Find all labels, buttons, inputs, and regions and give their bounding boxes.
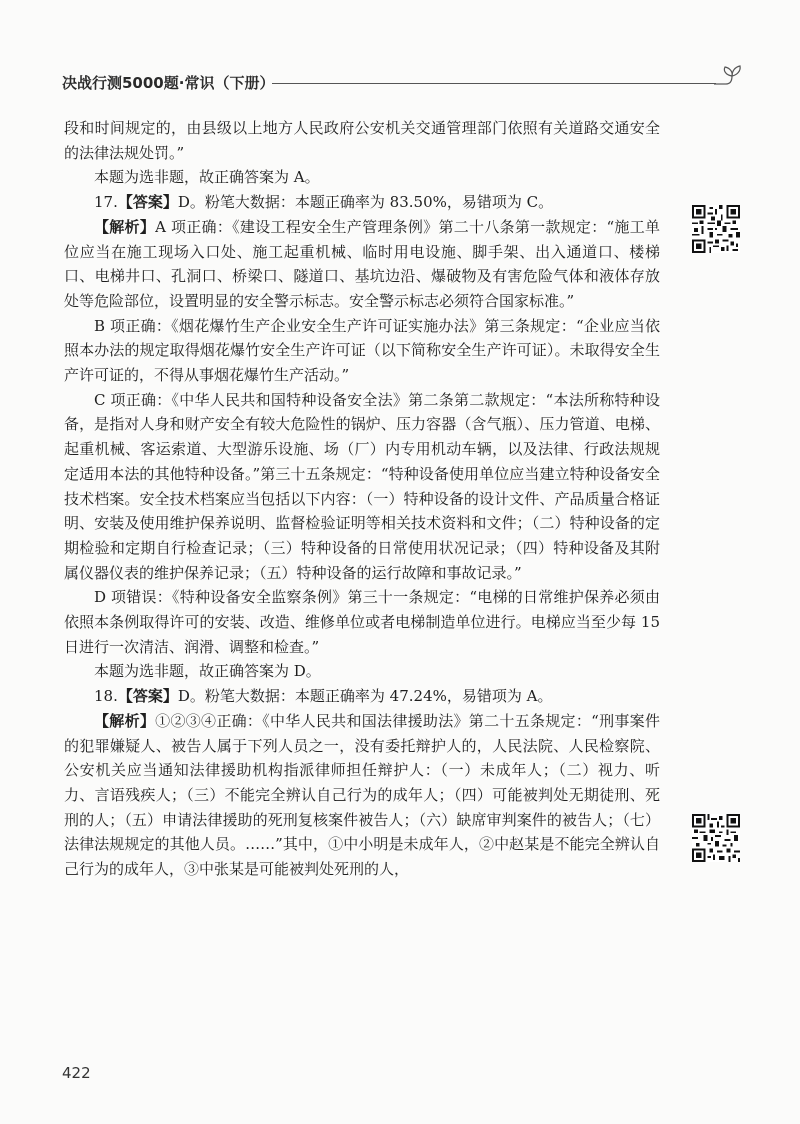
page-body xyxy=(64,116,660,882)
qr-code-icon[interactable] xyxy=(692,205,740,253)
q17-number: 17. xyxy=(94,193,118,212)
paragraph-continuation: 段和时间规定的，由县级以上地方人民政府公安机关交通管理部门依照有关道路交通安全的法律法规处罚。” xyxy=(64,119,660,162)
q17-analysis-text: A 项正确：《建设工程安全生产管理条例》第二十八条第一款规定：“施工单位应当在施工现场入口处、施工起重机械、临时用电设施、脚手架、出入通道口、楼梯口、电梯井口、孔洞口、桥梁口、隧道口、基坑边沿、爆破物及有害危险气体和液体存放处等危险部位，设置明显的安全警示标志。安全警示标志必须符合国家标准。” xyxy=(64,217,660,310)
header-rule xyxy=(272,83,716,84)
q17-analysis xyxy=(64,215,660,314)
q17-option-b: B 项正确：《烟花爆竹生产企业安全生产许可证实施办法》第三条规定：“企业应当依照本办法的规定取得烟花爆竹安全生产许可证（以下简称安全生产许可证）。未取得安全生产许可证的，不得从事烟花爆竹生产活动。” xyxy=(64,316,660,385)
q17-analysis-label: 【解析】 xyxy=(94,217,156,236)
sprout-icon xyxy=(714,62,752,94)
qr-code-icon[interactable] xyxy=(692,814,740,862)
page-number: 422 xyxy=(62,1064,91,1082)
q17-option-c: C 项正确：《中华人民共和国特种设备安全法》第二条第二款规定：“本法所称特种设备，是指对人身和财产安全有较大危险性的锅炉、压力容器（含气瓶）、压力管道、电梯、起重机械、客运索道、大型游乐设施、场（厂）内专用机动车辆，以及法律、行政法规规定适用本法的其他特种设备。”第三十五条规定：“特种设备使用单位应当建立特种设备安全技术档案。安全技术档案应当包括以下内容：（一）特种设备的设计文件、产品质量合格证明、安装及使用维护保养说明、监督检验证明等相关技术资料和文件；（二）特种设备的定期检验和定期自行检查记录；（三）特种设备的日常使用状况记录；（四）特种设备及其附属仪器仪表的维护保养记录；（五）特种设备的运行故障和事故记录。” xyxy=(64,390,660,582)
q18-analysis xyxy=(64,709,660,882)
q17-option-d: D 项错误：《特种设备安全监察条例》第三十一条规定：“电梯的日常维护保养必须由依照本条例取得许可的安装、改造、维修单位或者电梯制造单位进行。电梯应当至少每 15 日进行一次清洁、润滑、调整和检查。” xyxy=(64,588,660,656)
q18-answer-label: 【答案】 xyxy=(117,687,178,706)
answer-summary: 本题为选非题，故正确答案为 A。 xyxy=(94,168,320,187)
q18-number: 18. xyxy=(94,687,118,706)
q18-analysis-label: 【解析】 xyxy=(94,711,156,730)
q17-answer-text: D。粉笔大数据：本题正确率为 83.50%，易错项为 C。 xyxy=(177,193,554,212)
q18-analysis-text: ①②③④正确：《中华人民共和国法律援助法》第二十五条规定：“刑事案件的犯罪嫌疑人、被告人属于下列人员之一，没有委托辩护人的，人民法院、人民检察院、公安机关应当通知法律援助机构指派律师担任辩护人：（一）未成年人；（二）视力、听力、言语残疾人；（三）不能完全辨认自己行为的成年人；（四）可能被判处无期徒刑、死刑的人；（五）申请法律援助的死刑复核案件被告人；（六）缺席审判案件的被告人；（七）法律法规规定的其他人员。……”其中，①中小明是未成年人，②中赵某是不能完全辨认自己行为的成年人，③中张某是可能被判处死刑的人， xyxy=(64,711,660,879)
q18-answer xyxy=(64,684,660,709)
book-title: 决战行测5000题·常识（下册） xyxy=(62,74,275,92)
q17-answer-label: 【答案】 xyxy=(117,193,178,212)
page-header xyxy=(62,62,752,102)
q17-conclusion: 本题为选非题，故正确答案为 D。 xyxy=(94,662,321,681)
q17-answer xyxy=(64,190,660,215)
q18-answer-text: D。粉笔大数据：本题正确率为 47.24%，易错项为 A。 xyxy=(177,687,553,706)
